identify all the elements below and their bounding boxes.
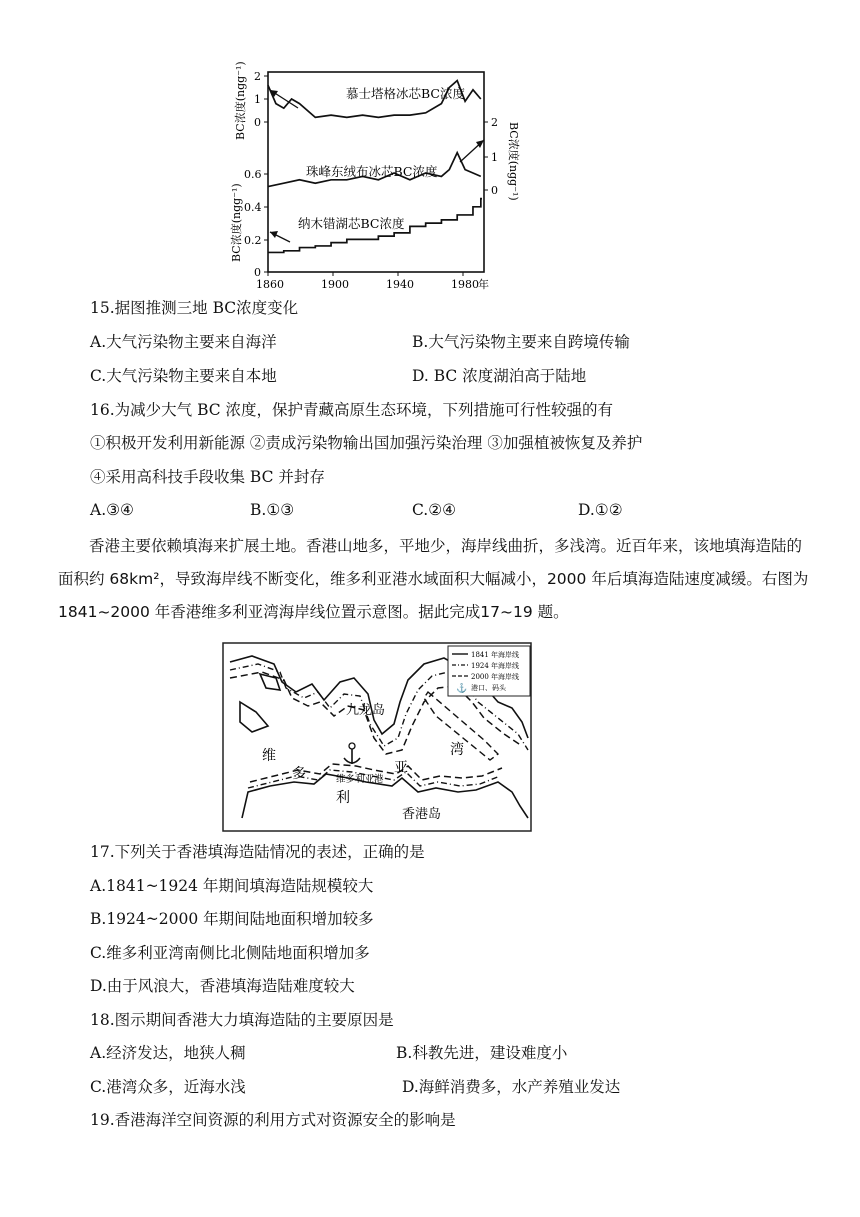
series-label-namco: 纳木错湖芯BC浓度 [298, 216, 405, 231]
q17-option-b: B.1924~2000 年期间陆地面积增加较多 [90, 910, 374, 928]
upper-axis-title: BC浓度(ngg⁻¹) [234, 61, 247, 140]
legend-1841: 1841 年海岸线 [471, 651, 520, 659]
series-label-muztagh: 慕士塔格冰芯BC浓度 [346, 86, 465, 101]
label-ya: 亚 [394, 760, 408, 776]
legend-port: 港口、码头 [471, 684, 506, 692]
label-kowloon: 九龙岛 [346, 703, 386, 718]
label-harbour: 维多利亚港 [336, 774, 384, 785]
x-tick-1980: 1980 [451, 278, 479, 291]
lower-axis-title: BC浓度(ngg⁻¹) [230, 183, 243, 262]
label-li: 利 [336, 790, 350, 806]
legend-anchor-icon: ⚓ [456, 684, 468, 694]
lower-tick-02: 0.2 [244, 234, 262, 247]
lower-tick-04: 0.4 [244, 201, 262, 214]
q15-option-b: B.大气污染物主要来自跨境传输 [412, 333, 630, 351]
q17-option-d: D.由于风浪大，香港填海造陆难度较大 [90, 977, 355, 995]
intro-paragraph: 香港主要依赖填海来扩展土地。香港山地多，平地少，海岸线曲折，多浅湾。近百年来，该地填海造陆的面积约 68km²，导致海岸线不断变化，维多利亚港水域面积大幅减小，2000 年后填海造陆速度减缓。右图为 1841~2000 年香港维多利亚湾海岸线位置示意图。据此完成17~19 题。 [58, 537, 809, 621]
right-tick-0: 0 [491, 184, 498, 197]
q16-option-d: D.①② [578, 501, 623, 519]
map-legend [448, 646, 530, 696]
q15-stem: 15.据图推测三地 BC浓度变化 [90, 299, 299, 317]
q16-stem: 16.为减少大气 BC 浓度，保护青藏高原生态环境，下列措施可行性较强的有 [90, 401, 614, 419]
q15-option-c: C.大气污染物主要来自本地 [90, 367, 277, 385]
q15-option-a: A.大气污染物主要来自海洋 [90, 333, 277, 351]
q18-option-b: B.科教先进，建设难度小 [396, 1044, 568, 1062]
right-tick-1: 1 [491, 151, 498, 164]
series-label-everest: 珠峰东绒布冰芯BC浓度 [306, 164, 438, 179]
q18-option-a: A.经济发达，地狭人稠 [90, 1044, 246, 1062]
right-axis-title: BC浓度(ngg⁻¹) [507, 122, 520, 201]
q18-option-c: C.港湾众多，近海水浅 [90, 1078, 246, 1096]
lower-tick-06: 0.6 [244, 168, 262, 181]
x-tick-1900: 1900 [321, 278, 349, 291]
upper-tick-0: 0 [254, 116, 261, 129]
q17-stem: 17.下列关于香港填海造陆情况的表述，正确的是 [90, 843, 425, 861]
x-tick-1940: 1940 [386, 278, 414, 291]
q16-option-b: B.①③ [250, 501, 295, 519]
right-tick-2: 2 [491, 116, 498, 129]
lower-tick-0: 0 [254, 266, 261, 279]
bc-concentration-chart [228, 61, 528, 291]
q18-option-d: D.海鲜消费多，水产养殖业发达 [402, 1078, 621, 1096]
x-tick-1860: 1860 [256, 278, 284, 291]
q15-option-d: D. BC 浓度湖泊高于陆地 [412, 367, 587, 385]
q16-option-c: C.②④ [412, 501, 457, 519]
label-duo: 多 [292, 766, 306, 782]
legend-1924: 1924 年海岸线 [471, 662, 520, 670]
upper-tick-2: 2 [254, 70, 261, 83]
upper-tick-1: 1 [254, 93, 261, 106]
q17-option-a: A.1841~1924 年期间填海造陆规模较大 [90, 877, 374, 895]
victoria-harbour-map [222, 642, 532, 832]
q18-stem: 18.图示期间香港大力填海造陆的主要原因是 [90, 1011, 394, 1029]
q19-stem: 19.香港海洋空间资源的利用方式对资源安全的影响是 [90, 1111, 456, 1129]
q16-items-1: ①积极开发利用新能源 ②责成污染物输出国加强污染治理 ③加强植被恢复及养护 [90, 434, 643, 452]
legend-2000: 2000 年海岸线 [471, 673, 520, 681]
x-unit: 年 [478, 278, 489, 291]
label-hk-island: 香港岛 [402, 807, 442, 822]
label-wan: 湾 [450, 742, 464, 758]
label-wei: 维 [262, 748, 276, 764]
q16-items-2: ④采用高科技手段收集 BC 并封存 [90, 468, 325, 486]
q16-option-a: A.③④ [90, 501, 134, 519]
q17-option-c: C.维多利亚湾南侧比北侧陆地面积增加多 [90, 944, 370, 962]
